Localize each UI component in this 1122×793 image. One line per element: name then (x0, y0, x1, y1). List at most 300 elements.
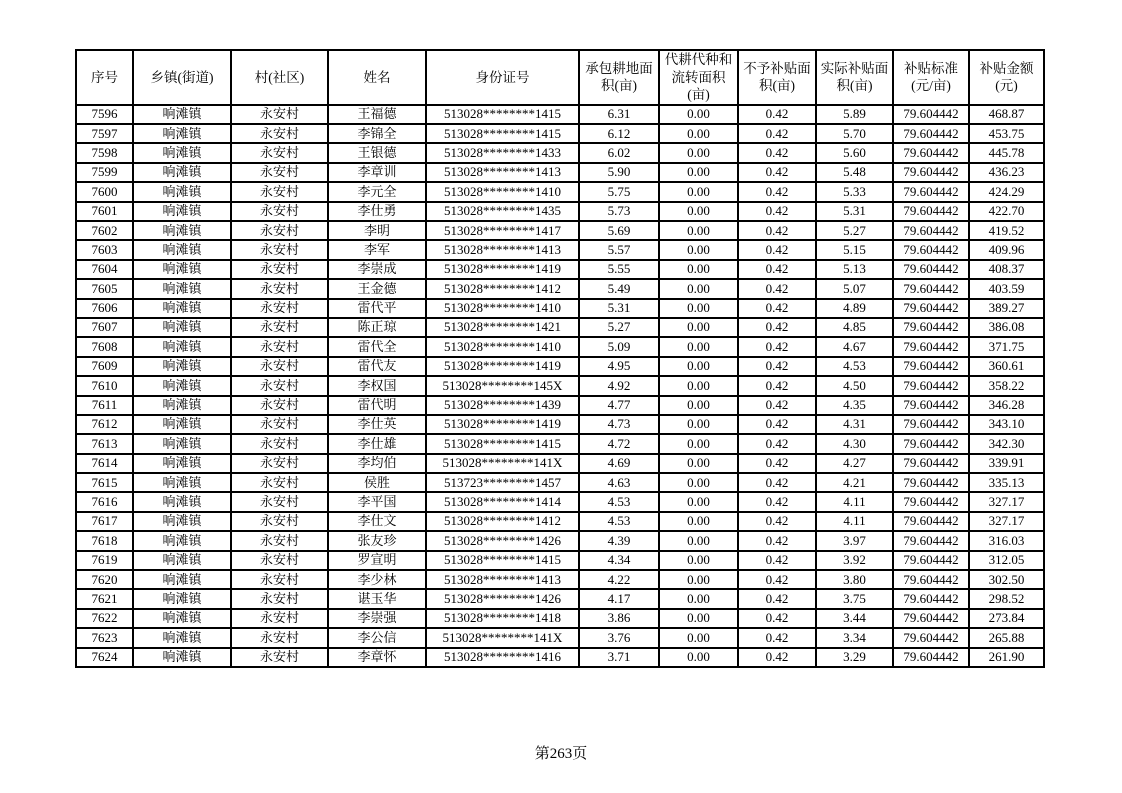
table-cell: 永安村 (231, 589, 328, 608)
table-cell: 79.604442 (893, 396, 969, 415)
table-cell: 3.29 (816, 648, 893, 667)
table-cell: 7600 (76, 182, 133, 201)
table-row (76, 531, 1044, 550)
table-cell: 371.75 (969, 337, 1044, 356)
table-cell: 0.42 (738, 492, 816, 511)
table-cell: 513028********1413 (426, 570, 579, 589)
table-row (76, 551, 1044, 570)
table-cell: 7621 (76, 589, 133, 608)
table-cell: 0.42 (738, 221, 816, 240)
table-header-row (76, 50, 1044, 105)
table-cell: 0.42 (738, 357, 816, 376)
table-cell: 4.53 (816, 357, 893, 376)
table-cell: 永安村 (231, 434, 328, 453)
table-cell: 4.67 (816, 337, 893, 356)
table-cell: 7603 (76, 240, 133, 259)
table-cell: 0.00 (659, 202, 738, 221)
table-cell: 永安村 (231, 279, 328, 298)
table-cell: 响滩镇 (133, 299, 231, 318)
table-cell: 李章训 (328, 163, 426, 182)
table-row (76, 143, 1044, 162)
table-cell: 0.00 (659, 240, 738, 259)
table-cell: 7604 (76, 260, 133, 279)
table-cell: 79.604442 (893, 240, 969, 259)
table-cell: 7619 (76, 551, 133, 570)
column-header-10: 补贴金额(元) (969, 50, 1044, 105)
table-cell: 0.42 (738, 570, 816, 589)
table-cell: 335.13 (969, 473, 1044, 492)
table-cell: 0.42 (738, 299, 816, 318)
table-row (76, 454, 1044, 473)
table-cell: 永安村 (231, 182, 328, 201)
table-cell: 79.604442 (893, 105, 969, 124)
table-cell: 0.00 (659, 648, 738, 667)
table-cell: 响滩镇 (133, 163, 231, 182)
column-header-9: 补贴标准(元/亩) (893, 50, 969, 105)
table-cell: 响滩镇 (133, 512, 231, 531)
table-cell: 4.39 (579, 531, 659, 550)
table-cell: 79.604442 (893, 221, 969, 240)
table-cell: 0.00 (659, 492, 738, 511)
table-cell: 79.604442 (893, 415, 969, 434)
table-cell: 79.604442 (893, 279, 969, 298)
table-cell: 5.57 (579, 240, 659, 259)
table-cell: 0.42 (738, 376, 816, 395)
table-cell: 513723********1457 (426, 473, 579, 492)
table-cell: 513028********1417 (426, 221, 579, 240)
table-cell: 513028********1410 (426, 299, 579, 318)
table-cell: 5.55 (579, 260, 659, 279)
table-cell: 响滩镇 (133, 124, 231, 143)
table-cell: 4.11 (816, 492, 893, 511)
table-cell: 79.604442 (893, 124, 969, 143)
table-cell: 永安村 (231, 357, 328, 376)
table-cell: 李权国 (328, 376, 426, 395)
table-cell: 永安村 (231, 260, 328, 279)
table-cell: 永安村 (231, 492, 328, 511)
table-cell: 3.34 (816, 628, 893, 647)
table-cell: 5.69 (579, 221, 659, 240)
table-cell: 0.00 (659, 415, 738, 434)
table-cell: 4.35 (816, 396, 893, 415)
table-cell: 谌玉华 (328, 589, 426, 608)
table-cell: 0.00 (659, 396, 738, 415)
table-cell: 7608 (76, 337, 133, 356)
table-cell: 永安村 (231, 221, 328, 240)
table-cell: 0.42 (738, 396, 816, 415)
table-cell: 7601 (76, 202, 133, 221)
table-cell: 0.42 (738, 473, 816, 492)
table-cell: 永安村 (231, 570, 328, 589)
table-cell: 6.02 (579, 143, 659, 162)
table-cell: 永安村 (231, 124, 328, 143)
table-cell: 永安村 (231, 143, 328, 162)
table-cell: 永安村 (231, 105, 328, 124)
table-cell: 0.00 (659, 376, 738, 395)
table-cell: 响滩镇 (133, 648, 231, 667)
table-cell: 513028********1421 (426, 318, 579, 337)
column-header-4: 身份证号 (426, 50, 579, 105)
column-header-3: 姓名 (328, 50, 426, 105)
table-cell: 343.10 (969, 415, 1044, 434)
table-cell: 陈正琼 (328, 318, 426, 337)
table-cell: 513028********1410 (426, 337, 579, 356)
table-cell: 7623 (76, 628, 133, 647)
table-cell: 0.42 (738, 337, 816, 356)
table-cell: 513028********1414 (426, 492, 579, 511)
table-cell: 7615 (76, 473, 133, 492)
table-cell: 响滩镇 (133, 357, 231, 376)
table-cell: 李崇强 (328, 609, 426, 628)
table-row (76, 357, 1044, 376)
table-row (76, 609, 1044, 628)
table-cell: 响滩镇 (133, 628, 231, 647)
table-cell: 永安村 (231, 473, 328, 492)
table-cell: 响滩镇 (133, 376, 231, 395)
table-cell: 响滩镇 (133, 240, 231, 259)
table-cell: 0.42 (738, 531, 816, 550)
table-cell: 261.90 (969, 648, 1044, 667)
table-cell: 7599 (76, 163, 133, 182)
table-cell: 79.604442 (893, 609, 969, 628)
table-cell: 4.50 (816, 376, 893, 395)
table-cell: 4.72 (579, 434, 659, 453)
table-cell: 李均伯 (328, 454, 426, 473)
table-cell: 4.11 (816, 512, 893, 531)
table-cell: 513028********1412 (426, 279, 579, 298)
table-cell: 422.70 (969, 202, 1044, 221)
table-cell: 5.07 (816, 279, 893, 298)
table-cell: 王福德 (328, 105, 426, 124)
table-cell: 响滩镇 (133, 105, 231, 124)
table-cell: 513028********1415 (426, 551, 579, 570)
table-cell: 6.12 (579, 124, 659, 143)
table-row (76, 589, 1044, 608)
table-cell: 79.604442 (893, 628, 969, 647)
table-cell: 513028********1433 (426, 143, 579, 162)
subsidy-table (75, 49, 1045, 668)
table-cell: 4.27 (816, 454, 893, 473)
table-cell: 513028********1419 (426, 260, 579, 279)
table-row (76, 279, 1044, 298)
table-cell: 7611 (76, 396, 133, 415)
table-cell: 5.60 (816, 143, 893, 162)
table-cell: 雷代平 (328, 299, 426, 318)
table-cell: 4.77 (579, 396, 659, 415)
table-cell: 6.31 (579, 105, 659, 124)
table-cell: 李元全 (328, 182, 426, 201)
table-cell: 0.42 (738, 182, 816, 201)
table-cell: 0.00 (659, 473, 738, 492)
table-cell: 李崇成 (328, 260, 426, 279)
table-cell: 雷代明 (328, 396, 426, 415)
table-cell: 4.73 (579, 415, 659, 434)
table-cell: 3.76 (579, 628, 659, 647)
table-cell: 3.92 (816, 551, 893, 570)
table-cell: 513028********1413 (426, 163, 579, 182)
table-cell: 响滩镇 (133, 570, 231, 589)
table-cell: 李军 (328, 240, 426, 259)
table-cell: 513028********1413 (426, 240, 579, 259)
table-cell: 4.85 (816, 318, 893, 337)
table-cell: 0.00 (659, 182, 738, 201)
table-cell: 0.00 (659, 124, 738, 143)
table-row (76, 202, 1044, 221)
table-cell: 0.42 (738, 609, 816, 628)
table-cell: 永安村 (231, 337, 328, 356)
table-cell: 5.70 (816, 124, 893, 143)
table-cell: 罗宣明 (328, 551, 426, 570)
table-cell: 7598 (76, 143, 133, 162)
table-cell: 响滩镇 (133, 318, 231, 337)
table-cell: 0.00 (659, 221, 738, 240)
table-cell: 0.00 (659, 551, 738, 570)
table-cell: 4.22 (579, 570, 659, 589)
table-cell: 李锦全 (328, 124, 426, 143)
table-cell: 0.42 (738, 512, 816, 531)
table-cell: 79.604442 (893, 357, 969, 376)
table-cell: 513028********1435 (426, 202, 579, 221)
table-cell: 7606 (76, 299, 133, 318)
table-cell: 永安村 (231, 202, 328, 221)
table-cell: 响滩镇 (133, 337, 231, 356)
table-cell: 0.00 (659, 357, 738, 376)
table-cell: 李仕文 (328, 512, 426, 531)
table-cell: 响滩镇 (133, 609, 231, 628)
table-cell: 4.21 (816, 473, 893, 492)
table-cell: 79.604442 (893, 202, 969, 221)
table-cell: 4.92 (579, 376, 659, 395)
table-cell: 5.31 (816, 202, 893, 221)
table-cell: 5.27 (816, 221, 893, 240)
table-cell: 永安村 (231, 163, 328, 182)
table-cell: 李仕雄 (328, 434, 426, 453)
table-cell: 79.604442 (893, 589, 969, 608)
table-cell: 0.00 (659, 589, 738, 608)
table-cell: 永安村 (231, 318, 328, 337)
table-cell: 7610 (76, 376, 133, 395)
column-header-1: 乡镇(街道) (133, 50, 231, 105)
table-cell: 5.31 (579, 299, 659, 318)
table-cell: 李明 (328, 221, 426, 240)
table-cell: 0.42 (738, 648, 816, 667)
table-cell: 79.604442 (893, 260, 969, 279)
table-cell: 5.13 (816, 260, 893, 279)
column-header-0: 序号 (76, 50, 133, 105)
table-row (76, 434, 1044, 453)
table-cell: 3.97 (816, 531, 893, 550)
table-cell: 5.73 (579, 202, 659, 221)
table-cell: 513028********141X (426, 454, 579, 473)
table-cell: 513028********141X (426, 628, 579, 647)
table-cell: 0.00 (659, 434, 738, 453)
table-cell: 李平国 (328, 492, 426, 511)
table-cell: 79.604442 (893, 376, 969, 395)
table-row (76, 396, 1044, 415)
table-cell: 永安村 (231, 299, 328, 318)
table-cell: 342.30 (969, 434, 1044, 453)
table-row (76, 240, 1044, 259)
table-cell: 273.84 (969, 609, 1044, 628)
table-cell: 响滩镇 (133, 202, 231, 221)
table-cell: 0.42 (738, 163, 816, 182)
table-cell: 永安村 (231, 512, 328, 531)
table-cell: 响滩镇 (133, 279, 231, 298)
table-cell: 永安村 (231, 551, 328, 570)
table-cell: 298.52 (969, 589, 1044, 608)
table-cell: 513028********145X (426, 376, 579, 395)
table-cell: 0.00 (659, 299, 738, 318)
table-row (76, 182, 1044, 201)
table-row (76, 570, 1044, 589)
table-cell: 响滩镇 (133, 182, 231, 201)
table-cell: 79.604442 (893, 454, 969, 473)
table-cell: 7609 (76, 357, 133, 376)
table-cell: 79.604442 (893, 512, 969, 531)
table-cell: 7622 (76, 609, 133, 628)
table-cell: 3.71 (579, 648, 659, 667)
table-cell: 3.80 (816, 570, 893, 589)
table-cell: 360.61 (969, 357, 1044, 376)
column-header-7: 不予补贴面积(亩) (738, 50, 816, 105)
column-header-6: 代耕代种和流转面积(亩) (659, 50, 738, 105)
table-cell: 0.00 (659, 454, 738, 473)
table-cell: 79.604442 (893, 570, 969, 589)
table-row (76, 163, 1044, 182)
table-cell: 0.42 (738, 454, 816, 473)
table-cell: 7596 (76, 105, 133, 124)
table-cell: 0.00 (659, 105, 738, 124)
table-cell: 513028********1426 (426, 531, 579, 550)
table-cell: 339.91 (969, 454, 1044, 473)
table-cell: 张友珍 (328, 531, 426, 550)
table-cell: 响滩镇 (133, 492, 231, 511)
table-cell: 316.03 (969, 531, 1044, 550)
table-cell: 7613 (76, 434, 133, 453)
table-cell: 3.44 (816, 609, 893, 628)
table-cell: 侯胜 (328, 473, 426, 492)
table-cell: 424.29 (969, 182, 1044, 201)
table-cell: 5.09 (579, 337, 659, 356)
table-cell: 李章怀 (328, 648, 426, 667)
table-cell: 李公信 (328, 628, 426, 647)
table-cell: 79.604442 (893, 318, 969, 337)
table-cell: 4.89 (816, 299, 893, 318)
table-cell: 4.53 (579, 512, 659, 531)
table-cell: 79.604442 (893, 182, 969, 201)
table-cell: 李仕英 (328, 415, 426, 434)
table-cell: 445.78 (969, 143, 1044, 162)
table-cell: 389.27 (969, 299, 1044, 318)
table-cell: 响滩镇 (133, 551, 231, 570)
table-cell: 响滩镇 (133, 221, 231, 240)
table-cell: 403.59 (969, 279, 1044, 298)
table-cell: 0.42 (738, 628, 816, 647)
table-cell: 5.89 (816, 105, 893, 124)
table-cell: 436.23 (969, 163, 1044, 182)
table-cell: 5.75 (579, 182, 659, 201)
table-cell: 0.42 (738, 279, 816, 298)
table-row (76, 473, 1044, 492)
table-cell: 0.00 (659, 609, 738, 628)
table-cell: 永安村 (231, 648, 328, 667)
table-row (76, 221, 1044, 240)
table-cell: 346.28 (969, 396, 1044, 415)
table-cell: 4.31 (816, 415, 893, 434)
table-cell: 0.42 (738, 589, 816, 608)
column-header-8: 实际补贴面积(亩) (816, 50, 893, 105)
table-cell: 0.42 (738, 143, 816, 162)
table-cell: 0.00 (659, 531, 738, 550)
table-cell: 0.00 (659, 512, 738, 531)
table-cell: 永安村 (231, 628, 328, 647)
table-cell: 7614 (76, 454, 133, 473)
table-cell: 5.15 (816, 240, 893, 259)
page-number: 第263页 (534, 746, 588, 762)
table-cell: 3.86 (579, 609, 659, 628)
table-cell: 312.05 (969, 551, 1044, 570)
table-cell: 386.08 (969, 318, 1044, 337)
table-cell: 永安村 (231, 531, 328, 550)
table-cell: 7616 (76, 492, 133, 511)
table-cell: 王金德 (328, 279, 426, 298)
table-cell: 513028********1415 (426, 124, 579, 143)
table-cell: 永安村 (231, 609, 328, 628)
table-cell: 响滩镇 (133, 260, 231, 279)
table-cell: 响滩镇 (133, 454, 231, 473)
table-cell: 5.27 (579, 318, 659, 337)
table-cell: 513028********1418 (426, 609, 579, 628)
table-row (76, 512, 1044, 531)
table-cell: 4.34 (579, 551, 659, 570)
table-cell: 409.96 (969, 240, 1044, 259)
table-cell: 5.90 (579, 163, 659, 182)
table-cell: 0.42 (738, 415, 816, 434)
table-cell: 79.604442 (893, 551, 969, 570)
column-header-2: 村(社区) (231, 50, 328, 105)
table-cell: 513028********1416 (426, 648, 579, 667)
table-row (76, 260, 1044, 279)
table-cell: 513028********1419 (426, 357, 579, 376)
table-row (76, 415, 1044, 434)
table-cell: 4.95 (579, 357, 659, 376)
table-cell: 0.00 (659, 279, 738, 298)
table-cell: 7618 (76, 531, 133, 550)
table-cell: 响滩镇 (133, 415, 231, 434)
table-cell: 513028********1426 (426, 589, 579, 608)
table-cell: 79.604442 (893, 531, 969, 550)
table-cell: 响滩镇 (133, 143, 231, 162)
table-cell: 7602 (76, 221, 133, 240)
table-cell: 0.42 (738, 105, 816, 124)
table-cell: 0.42 (738, 318, 816, 337)
table-cell: 408.37 (969, 260, 1044, 279)
table-cell: 7617 (76, 512, 133, 531)
table-row (76, 299, 1044, 318)
table-cell: 李少林 (328, 570, 426, 589)
table-cell: 响滩镇 (133, 396, 231, 415)
table-cell: 0.00 (659, 337, 738, 356)
table-row (76, 105, 1044, 124)
table-cell: 0.00 (659, 163, 738, 182)
table-row (76, 124, 1044, 143)
table-cell: 0.42 (738, 124, 816, 143)
table-cell: 5.48 (816, 163, 893, 182)
table-cell: 永安村 (231, 415, 328, 434)
table-cell: 453.75 (969, 124, 1044, 143)
table-cell: 513028********1419 (426, 415, 579, 434)
table-cell: 雷代友 (328, 357, 426, 376)
